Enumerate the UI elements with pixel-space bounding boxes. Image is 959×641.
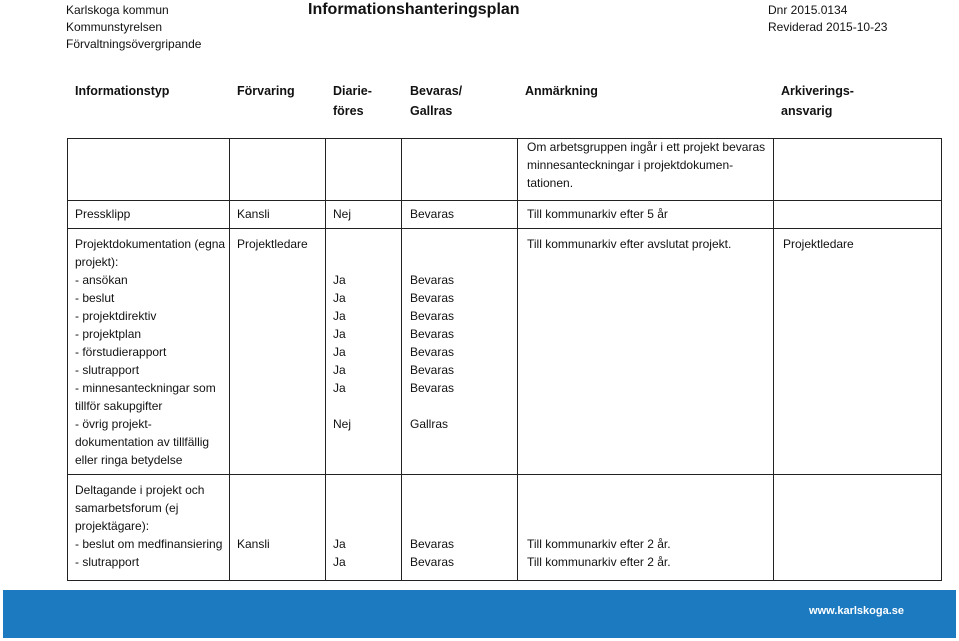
type-cell: samarbetsforum (ej bbox=[75, 501, 179, 515]
registered-cell: Ja bbox=[333, 537, 346, 551]
footer-bar bbox=[3, 590, 956, 638]
table-border-top bbox=[67, 138, 942, 139]
type-cell: dokumentation av tillfällig bbox=[75, 435, 210, 449]
column-divider bbox=[401, 138, 402, 581]
note-cell: Om arbetsgruppen ingår i ett projekt bevaras bbox=[527, 140, 766, 154]
column-heading-keep-2: Gallras bbox=[410, 104, 453, 118]
type-cell: Projektdokumentation (egna bbox=[75, 237, 226, 251]
keep-cell: Bevaras bbox=[410, 273, 455, 287]
storage-cell: Projektledare bbox=[237, 237, 308, 251]
registered-cell: Nej bbox=[333, 207, 352, 221]
note-cell: Till kommunarkiv efter 2 år. bbox=[527, 537, 671, 551]
org-unit: Förvaltningsövergripande bbox=[66, 37, 202, 51]
table-border-right bbox=[941, 138, 942, 581]
keep-cell: Gallras bbox=[410, 417, 449, 431]
registered-cell: Ja bbox=[333, 345, 346, 359]
column-heading-responsible-1: Arkiverings- bbox=[781, 84, 854, 98]
type-cell: - slutrapport bbox=[75, 363, 140, 377]
column-heading-keep-1: Bevaras/ bbox=[410, 84, 463, 98]
type-cell: - beslut bbox=[75, 291, 115, 305]
column-heading-registered-2: föres bbox=[333, 104, 364, 118]
note-cell: minnesanteckningar i projektdokumen- bbox=[527, 158, 734, 172]
type-cell: - övrig projekt- bbox=[75, 417, 152, 431]
storage-cell: Kansli bbox=[237, 207, 270, 221]
registered-cell: Ja bbox=[333, 291, 346, 305]
document-number: Dnr 2015.0134 bbox=[768, 3, 848, 17]
registered-cell: Ja bbox=[333, 363, 346, 377]
keep-cell: Bevaras bbox=[410, 309, 455, 323]
type-cell: - slutrapport bbox=[75, 555, 140, 569]
type-cell: - projektplan bbox=[75, 327, 142, 341]
registered-cell: Ja bbox=[333, 381, 346, 395]
keep-cell: Bevaras bbox=[410, 345, 455, 359]
type-cell: Deltagande i projekt och bbox=[75, 483, 205, 497]
keep-cell: Bevaras bbox=[410, 291, 455, 305]
footer-url-link[interactable]: www.karlskoga.se bbox=[809, 605, 904, 617]
type-cell: - ansökan bbox=[75, 273, 128, 287]
column-divider bbox=[773, 138, 774, 581]
table-border-left bbox=[67, 138, 68, 581]
registered-cell: Ja bbox=[333, 327, 346, 341]
type-cell: - förstudierapport bbox=[75, 345, 167, 359]
keep-cell: Bevaras bbox=[410, 555, 455, 569]
row-divider bbox=[67, 228, 942, 229]
column-divider bbox=[517, 138, 518, 581]
responsible-cell: Projektledare bbox=[783, 237, 854, 251]
column-divider bbox=[229, 138, 230, 581]
row-divider bbox=[67, 200, 942, 201]
type-cell: - beslut om medfinansiering bbox=[75, 537, 223, 551]
type-cell: tillför sakupgifter bbox=[75, 399, 163, 413]
registered-cell: Ja bbox=[333, 555, 346, 569]
type-cell: - projektdirektiv bbox=[75, 309, 157, 323]
type-cell: projekt): bbox=[75, 255, 119, 269]
registered-cell: Ja bbox=[333, 273, 346, 287]
type-cell: - minnesanteckningar som bbox=[75, 381, 216, 395]
storage-cell: Kansli bbox=[237, 537, 270, 551]
column-heading-note: Anmärkning bbox=[525, 84, 598, 98]
type-cell: Pressklipp bbox=[75, 207, 131, 221]
note-cell: Till kommunarkiv efter 2 år. bbox=[527, 555, 671, 569]
registered-cell: Ja bbox=[333, 309, 346, 323]
revision-date: Reviderad 2015-10-23 bbox=[768, 20, 888, 34]
column-heading-storage: Förvaring bbox=[237, 84, 295, 98]
column-heading-responsible-2: ansvarig bbox=[781, 104, 833, 118]
column-heading-type: Informationstyp bbox=[75, 84, 170, 98]
document-title: Informationshanteringsplan bbox=[308, 1, 520, 18]
note-cell: Till kommunarkiv efter avslutat projekt. bbox=[527, 237, 732, 251]
table-border-bottom bbox=[67, 580, 942, 581]
keep-cell: Bevaras bbox=[410, 537, 455, 551]
keep-cell: Bevaras bbox=[410, 363, 455, 377]
row-divider bbox=[67, 474, 942, 475]
keep-cell: Bevaras bbox=[410, 381, 455, 395]
type-cell: eller ringa betydelse bbox=[75, 453, 183, 467]
note-cell: tationen. bbox=[527, 176, 574, 190]
column-heading-registered-1: Diarie- bbox=[333, 84, 372, 98]
registered-cell: Nej bbox=[333, 417, 352, 431]
keep-cell: Bevaras bbox=[410, 327, 455, 341]
org-board: Kommunstyrelsen bbox=[66, 20, 163, 34]
column-divider bbox=[325, 138, 326, 581]
type-cell: projektägare): bbox=[75, 519, 150, 533]
keep-cell: Bevaras bbox=[410, 207, 455, 221]
note-cell: Till kommunarkiv efter 5 år bbox=[527, 207, 668, 221]
org-name: Karlskoga kommun bbox=[66, 3, 169, 17]
